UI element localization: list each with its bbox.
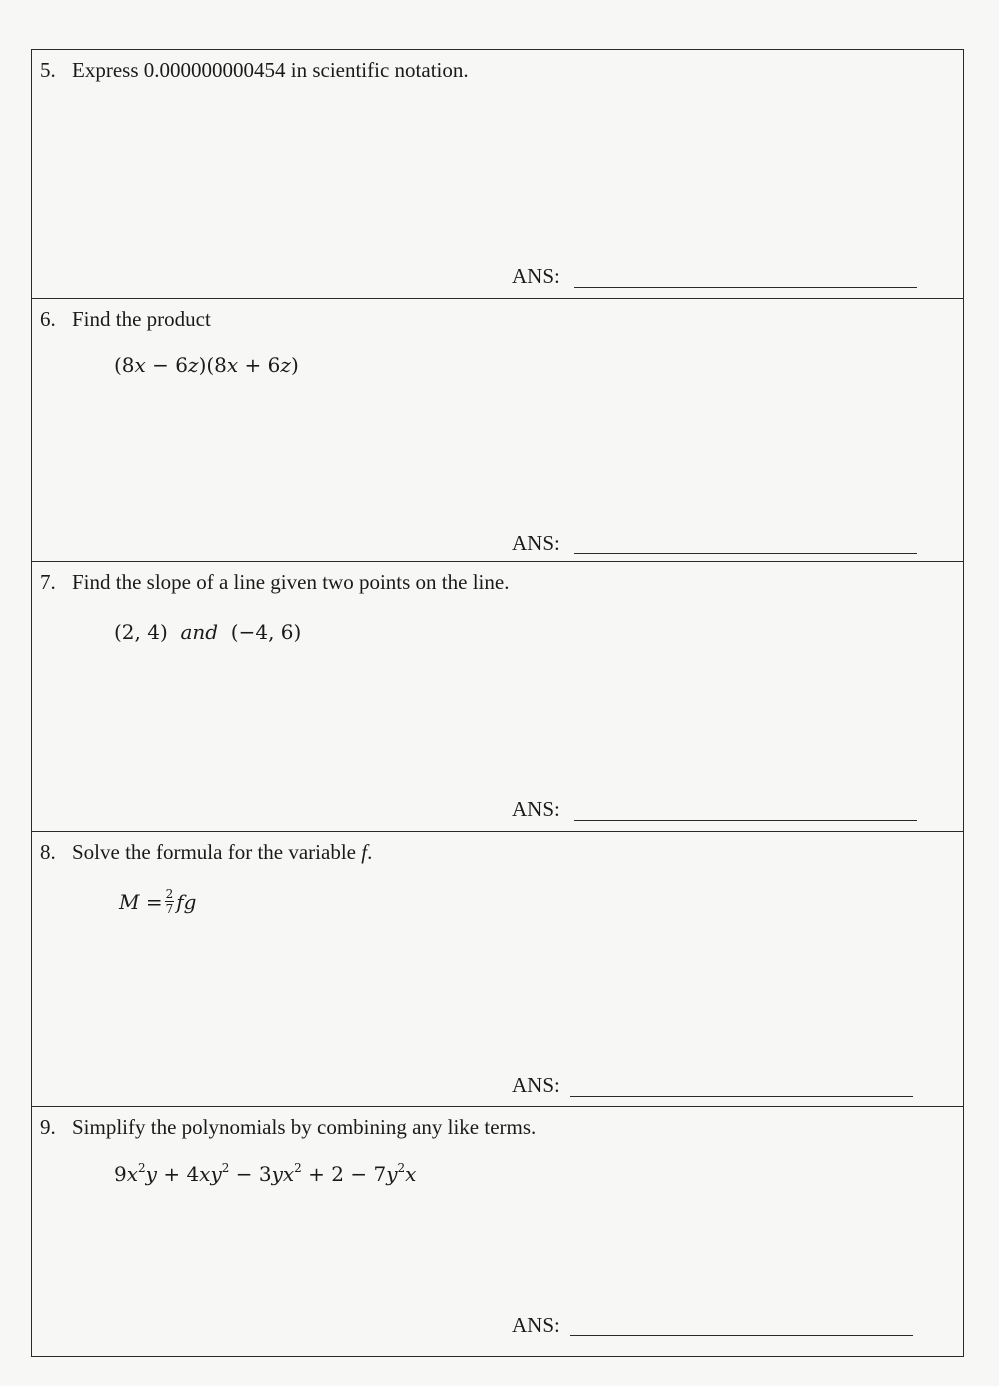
question-number: 7. — [40, 570, 56, 594]
answer-line[interactable] — [570, 1096, 913, 1097]
question-prompt: Solve the formula for the variable — [72, 840, 356, 864]
math-expression: M = $\frac{2}{7}$ fg — [119, 887, 197, 916]
answer-line[interactable] — [574, 820, 917, 821]
math-expression: (2, 4) and (−4, 6) — [114, 620, 302, 644]
question-number: 9. — [40, 1115, 56, 1139]
answer-label: ANS: — [512, 531, 560, 555]
question-9 — [32, 1106, 963, 1356]
answer-label: ANS: — [512, 797, 560, 821]
question-8: 8. Solve the formula for the variable f. M = $\frac{2}{7}$ fg ANS: — [32, 831, 963, 1106]
question-prompt: Find the product — [72, 307, 211, 331]
question-number: 8. — [40, 840, 56, 864]
math-expression: (8x − 6z)(8x + 6z) — [114, 353, 299, 377]
question-5 — [32, 50, 963, 298]
math-expression: $9x^2y + 4xy^2 - 3yx^2 + 2 - 7y^2x$ — [114, 1161, 417, 1186]
answer-line[interactable] — [574, 287, 917, 288]
answer-label: ANS: — [512, 264, 560, 288]
question-prompt: Simplify the polynomials by combining any like terms. — [72, 1115, 537, 1139]
answer-label: ANS: — [512, 1073, 560, 1097]
question-prompt: Express 0.000000000454 in scientific notation. — [72, 58, 469, 82]
question-number: 6. — [40, 307, 56, 331]
worksheet — [31, 49, 964, 1357]
answer-label: ANS: — [512, 1313, 560, 1337]
question-7 — [32, 561, 963, 831]
fraction: $\frac{2}{7}$ — [165, 887, 174, 916]
question-prompt: Find the slope of a line given two points on the line. — [72, 570, 510, 594]
question-6 — [32, 298, 963, 561]
answer-line[interactable] — [574, 553, 917, 554]
question-number: 5. — [40, 58, 56, 82]
prompt-variable: f — [361, 840, 368, 864]
answer-line[interactable] — [570, 1335, 913, 1336]
